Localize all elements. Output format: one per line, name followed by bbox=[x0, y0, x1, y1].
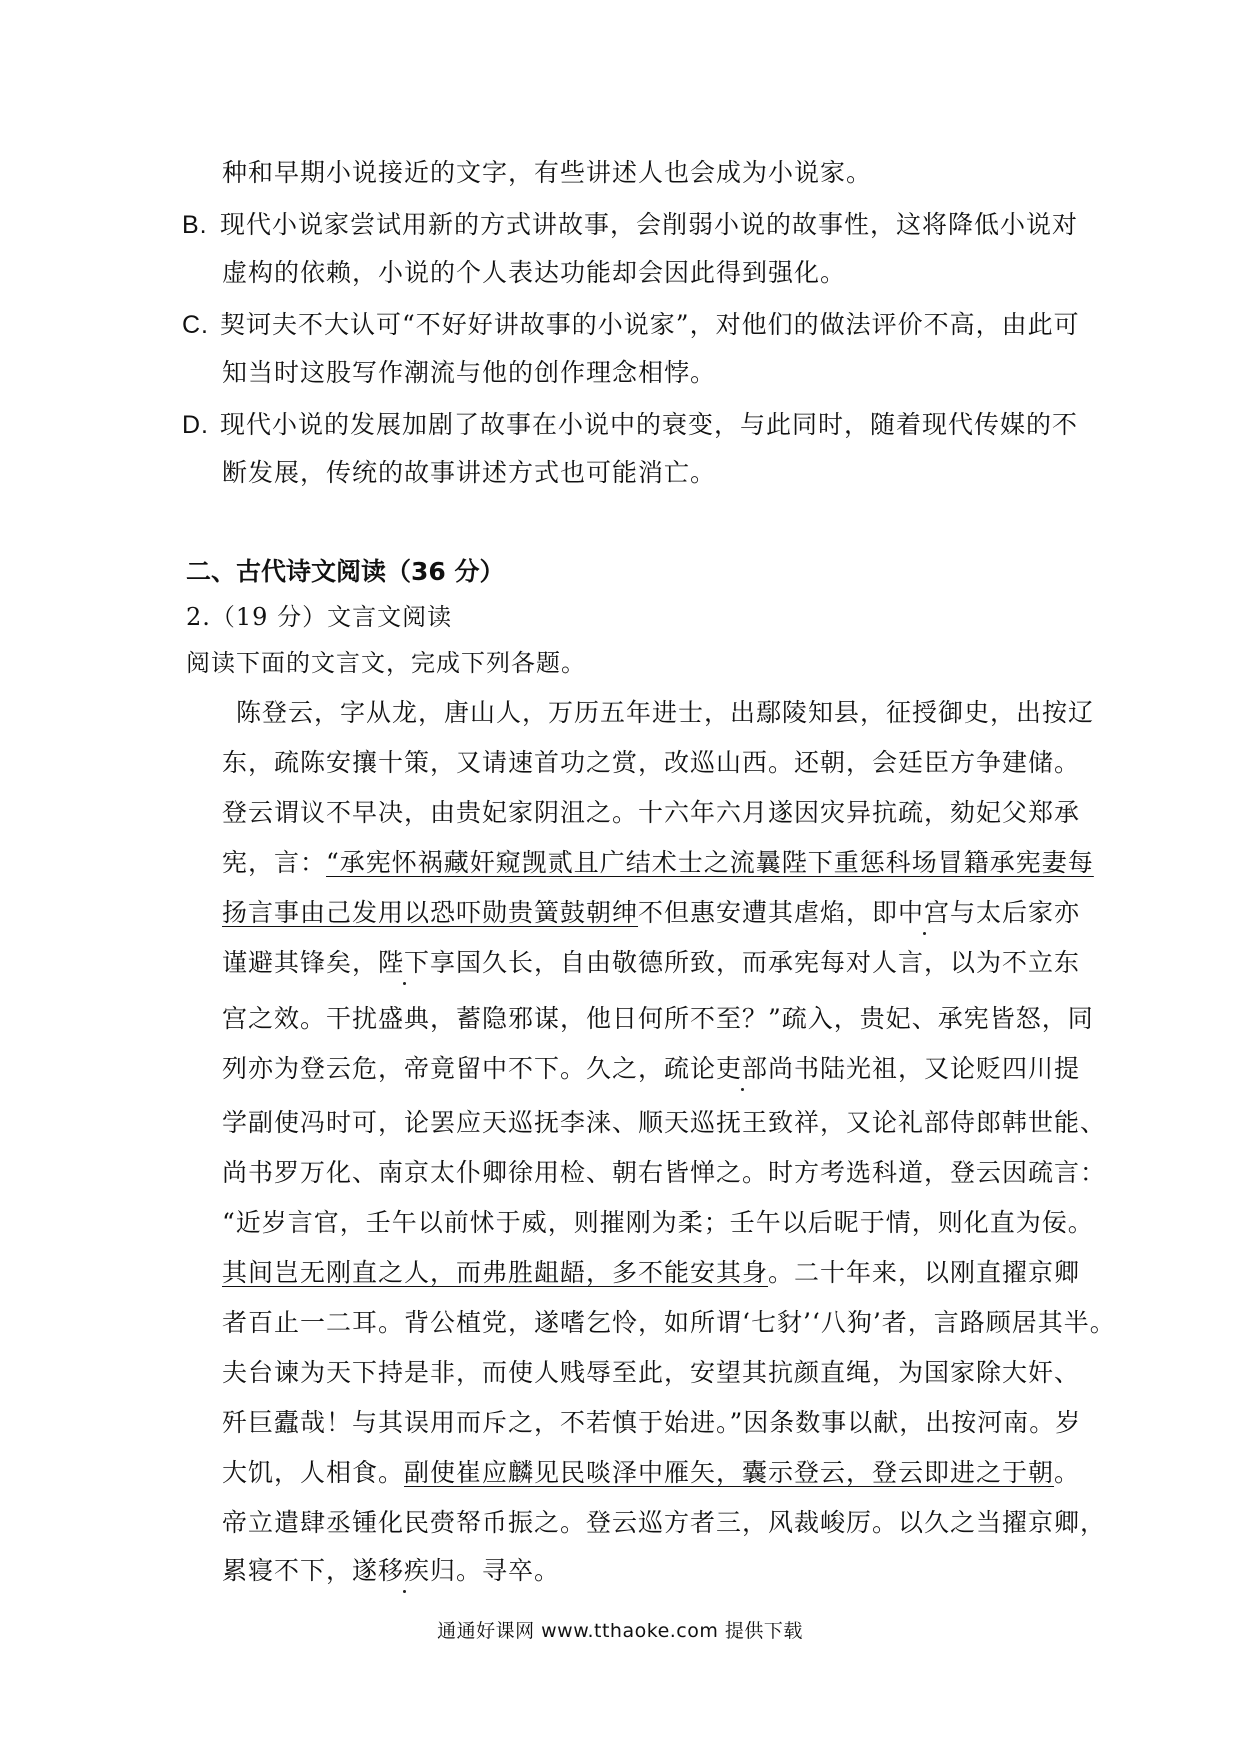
option-c-letter: C. bbox=[182, 311, 209, 339]
passage-line-6 bbox=[222, 946, 1080, 980]
passage-line-5 bbox=[222, 896, 1080, 930]
option-c-text: 契诃夫不大认可“不好好讲故事的小说家”，对他们的做法评价不高，由此可 bbox=[220, 310, 1080, 339]
passage-line-13: 者百止一二耳。背公植党，遂嗜乞怜，如所谓‘七豺’‘八狗’者，言路顾居其半。 bbox=[222, 1308, 1116, 1337]
passage-line-11: “近岁言官，壬午以前怵于威，则摧刚为柔；壬午以后昵于情，则化直为佞。 bbox=[222, 1208, 1094, 1237]
option-b-line1 bbox=[182, 208, 1078, 242]
option-a-continuation: 种和早期小说接近的文字，有些讲述人也会成为小说家。 bbox=[222, 158, 873, 187]
question-label: 2.（19 分）文言文阅读 bbox=[186, 603, 453, 631]
passage-text: 。 bbox=[1054, 1458, 1081, 1487]
option-b-line2: 虚构的依赖，小说的个人表达功能却会因此得到强化。 bbox=[222, 258, 847, 287]
section-title: 二、古代诗文阅读（36 分） bbox=[186, 557, 505, 586]
option-d-letter: D. bbox=[182, 411, 209, 439]
passage-line-3: 登云谓议不早决，由贵妃家阴沮之。十六年六月遂因灾异抗疏，劾妃父郑承 bbox=[222, 798, 1081, 827]
passage-text: 谨避其锋矣， bbox=[222, 948, 379, 977]
passage-line-16 bbox=[222, 1456, 1080, 1490]
option-d-line1 bbox=[182, 408, 1078, 442]
option-c-line1 bbox=[182, 308, 1080, 342]
passage-text: 不但惠安遭其虐焰，即 bbox=[638, 898, 899, 927]
underlined-sentence-3: 副使崔应麟见民啖泽中雁矢，囊示登云，登云即进之于朝 bbox=[404, 1458, 1055, 1487]
option-b-text: 现代小说家尝试用新的方式讲故事，会削弱小说的故事性，这将降低小说对 bbox=[220, 210, 1079, 239]
passage-line-4 bbox=[222, 846, 1094, 880]
underlined-sentence-2: 其间岂无刚直之人，而弗胜龃龉，多不能安其身 bbox=[222, 1258, 769, 1287]
passage-line-8 bbox=[222, 1052, 1080, 1086]
passage-line-18 bbox=[222, 1554, 560, 1588]
passage-line-15: 歼巨蠹哉！与其误用而斥之，不若慎于始进。”因条数事以献，出按河南。岁 bbox=[222, 1408, 1082, 1437]
passage-line-1: 陈登云，字从龙，唐山人，万历五年进士，出鄢陵知县，征授御史，出按辽 bbox=[236, 698, 1095, 727]
passage-line-10: 尚书罗万化、南京太仆卿徐用检、朝右皆惮之。时方考选科道，登云因疏言： bbox=[222, 1158, 1107, 1187]
passage-text: 累寝不下，遂 bbox=[222, 1556, 379, 1585]
option-b-letter: B. bbox=[182, 211, 208, 239]
passage-text: 享国久长，自由敬德所致，而承宪每对人言，以为不立东 bbox=[430, 948, 1081, 977]
option-c-line2: 知当时这股写作潮流与他的创作理念相悖。 bbox=[222, 358, 717, 387]
passage-text: 尚书陆光祖，又论贬四川提 bbox=[768, 1054, 1081, 1083]
passage-text: 与太后家亦 bbox=[950, 898, 1081, 927]
passage-line-2: 东，疏陈安攘十策，又请速首功之赏，改巡山西。还朝，会廷臣方争建储。 bbox=[222, 748, 1081, 777]
underlined-sentence-1: “承宪怀祸藏奸窥觊贰且广结术士之流曩陛下重惩科场冒籍承宪妻每 bbox=[326, 848, 1094, 877]
passage-text: 归。寻卒。 bbox=[430, 1556, 561, 1585]
passage-text: 。二十年来，以刚直擢京卿 bbox=[768, 1258, 1081, 1287]
underlined-sentence-1-cont: 扬言事由己发用以恐吓勋贵簧鼓朝绅 bbox=[222, 898, 639, 927]
dotted-term-yiji: 移疾 bbox=[378, 1556, 431, 1585]
passage-line-14: 夫台谏为天下持是非，而使人贱辱至此，安望其抗颜直绳，为国家除大奸、 bbox=[222, 1358, 1081, 1387]
dotted-term-libu: 吏部 bbox=[716, 1054, 769, 1083]
page-footer: 通通好课网 www.tthaoke.com 提供下载 bbox=[437, 1620, 803, 1642]
passage-line-9: 学副使冯时可，论罢应天巡抚李涞、顺天巡抚王致祥，又论礼部侍郎韩世能、 bbox=[222, 1108, 1107, 1137]
question-instruction: 阅读下面的文言文，完成下列各题。 bbox=[186, 649, 586, 677]
passage-line-7: 宫之效。干扰盛典，蓄隐邪谋，他日何所不至？”疏入，贵妃、承宪皆怒，同 bbox=[222, 1004, 1094, 1033]
passage-line-17: 帝立遣肆丞锺化民赍帑币振之。登云巡方者三，风裁峻厉。以久之当擢京卿， bbox=[222, 1508, 1107, 1537]
passage-text: 宪，言： bbox=[222, 848, 327, 877]
passage-line-12 bbox=[222, 1256, 1080, 1290]
dotted-term-zhonggong: 中宫 bbox=[898, 898, 951, 927]
passage-text: 大饥，人相食。 bbox=[222, 1458, 405, 1487]
passage-text: 列亦为登云危，帝竟留中不下。久之，疏论 bbox=[222, 1054, 717, 1083]
dotted-term-bixia: 陛下 bbox=[378, 948, 431, 977]
option-d-line2: 断发展，传统的故事讲述方式也可能消亡。 bbox=[222, 458, 717, 487]
option-d-text: 现代小说的发展加剧了故事在小说中的衰变，与此同时，随着现代传媒的不 bbox=[220, 410, 1079, 439]
